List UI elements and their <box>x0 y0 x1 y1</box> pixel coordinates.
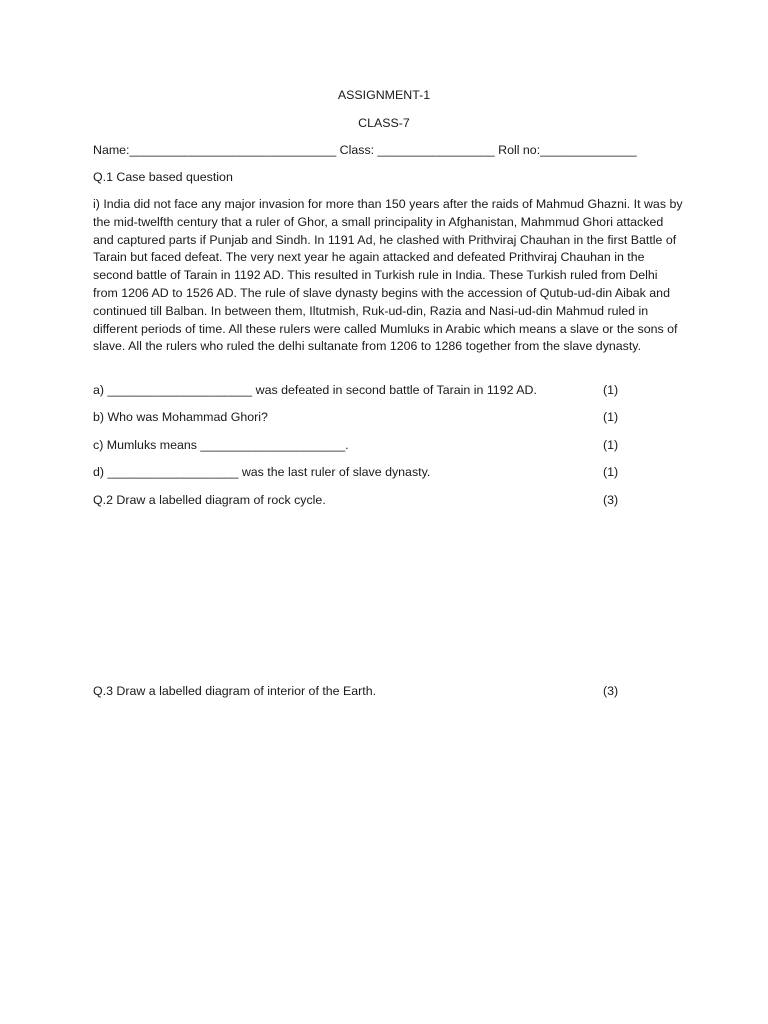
question-d: d) ___________________ was the last ruler of slave dynasty. <box>93 465 431 479</box>
question-d-marks: (1) <box>603 465 619 479</box>
q3-marks: (3) <box>603 684 619 698</box>
q1-heading: Q.1 Case based question <box>93 170 233 184</box>
q2-text: Q.2 Draw a labelled diagram of rock cycle. <box>93 493 326 507</box>
assignment-title: ASSIGNMENT-1 <box>337 88 431 102</box>
question-c: c) Mumluks means _____________________. <box>93 438 349 452</box>
class-label: CLASS-7 <box>358 116 410 130</box>
student-info-line: Name:______________________________ Class: _________________ Roll no:______________ <box>93 143 637 157</box>
question-a: a) _____________________ was defeated in second battle of Tarain in 1192 AD. <box>93 383 537 397</box>
question-b: b) Who was Mohammad Ghori? <box>93 410 268 424</box>
question-a-marks: (1) <box>603 383 619 397</box>
q3-text: Q.3 Draw a labelled diagram of interior of the Earth. <box>93 684 377 698</box>
question-b-marks: (1) <box>603 410 619 424</box>
case-passage: i) India did not face any major invasion for more than 150 years after the raids of Mahmud Ghazni. It was by the mid-twelfth century that a ruler of Ghor, a small principality in Afghanistan, Mahmmud Ghori attacked and captured parts if Punjab and Sindh. In 1191 Ad, he clashed with Prithviraj Chauhan in the first Battle of Tarain but faced defeat. The very next year he again attacked and defeated Prithviraj Chauhan in the second battle of Tarain in 1192 AD. This resulted in Turkish rule in India. These Turkish ruled from Delhi from 1206 AD to 1526 AD. The rule of slave dynasty begins with the accession of Qutub-ud-din Aibak and continued till Balban. In between them, Iltutmish, Ruk-ud-din, Razia and Nasi-ud-din Mahmud ruled in different periods of time. All these rulers were called Mumluks in Arabic which means a slave or the sons of slave. All the rulers who ruled the delhi sultanate from 1206 to 1286 together from the slave dynasty. <box>93 197 683 354</box>
question-c-marks: (1) <box>603 438 619 452</box>
q2-marks: (3) <box>603 493 619 507</box>
